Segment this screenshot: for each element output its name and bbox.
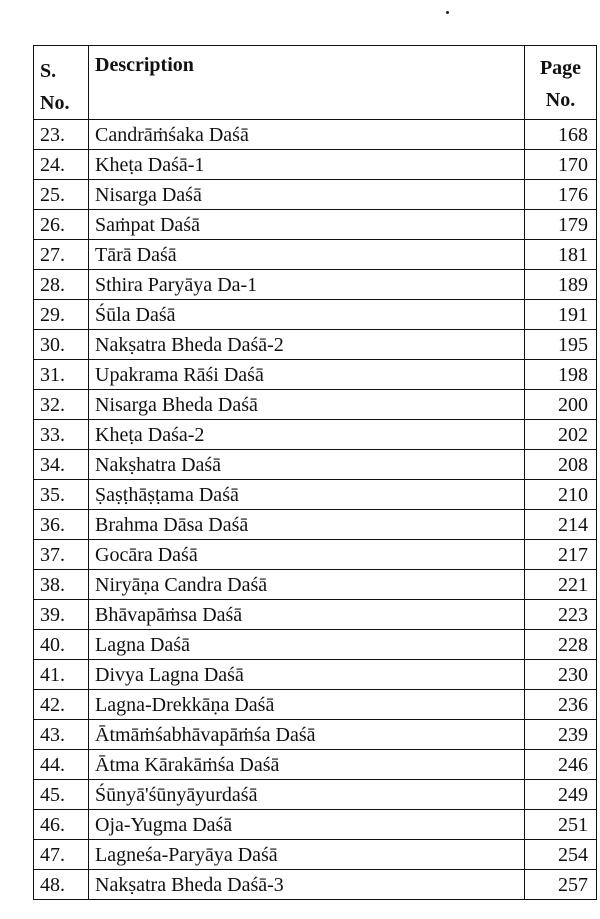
row-description: Lagna-Drekkāṇa Daśā [89, 690, 525, 720]
row-page-number: 168 [525, 120, 597, 150]
row-page-number: 176 [525, 180, 597, 210]
row-description: Saṁpat Daśā [89, 210, 525, 240]
row-description: Gocāra Daśā [89, 540, 525, 570]
row-page-number: 200 [525, 390, 597, 420]
row-description: Kheṭa Daśā-1 [89, 150, 525, 180]
row-serial-number: 36. [34, 510, 89, 540]
row-serial-number: 28. [34, 270, 89, 300]
row-page-number: 208 [525, 450, 597, 480]
table-row [34, 840, 597, 870]
row-page-number: 223 [525, 600, 597, 630]
table-row [34, 690, 597, 720]
print-speck [446, 11, 449, 14]
row-serial-number: 43. [34, 720, 89, 750]
header-description: Description [89, 46, 525, 120]
row-page-number: 246 [525, 750, 597, 780]
row-serial-number: 23. [34, 120, 89, 150]
table-row [34, 150, 597, 180]
table-row [34, 360, 597, 390]
row-page-number: 170 [525, 150, 597, 180]
table-row [34, 600, 597, 630]
row-description: Nakṣatra Bheda Daśā-2 [89, 330, 525, 360]
row-serial-number: 45. [34, 780, 89, 810]
row-page-number: 257 [525, 870, 597, 900]
row-serial-number: 24. [34, 150, 89, 180]
table-row [34, 810, 597, 840]
row-description: Kheṭa Daśa-2 [89, 420, 525, 450]
row-page-number: 249 [525, 780, 597, 810]
row-page-number: 179 [525, 210, 597, 240]
row-serial-number: 30. [34, 330, 89, 360]
row-page-number: 181 [525, 240, 597, 270]
row-page-number: 210 [525, 480, 597, 510]
table-row [34, 480, 597, 510]
row-description: Candrāṁśaka Daśā [89, 120, 525, 150]
row-page-number: 198 [525, 360, 597, 390]
row-page-number: 251 [525, 810, 597, 840]
row-description: Oja-Yugma Daśā [89, 810, 525, 840]
row-serial-number: 33. [34, 420, 89, 450]
row-serial-number: 29. [34, 300, 89, 330]
table-row [34, 720, 597, 750]
row-serial-number: 25. [34, 180, 89, 210]
row-serial-number: 39. [34, 600, 89, 630]
row-serial-number: 40. [34, 630, 89, 660]
header-row [34, 46, 597, 120]
row-page-number: 191 [525, 300, 597, 330]
header-page-line1: Page [539, 57, 582, 79]
row-description: Nakṣatra Bheda Daśā-3 [89, 870, 525, 900]
row-description: Tārā Daśā [89, 240, 525, 270]
table-row [34, 450, 597, 480]
row-serial-number: 32. [34, 390, 89, 420]
row-description: Ṣaṣṭhāṣṭama Daśā [89, 480, 525, 510]
row-description: Nisarga Bheda Daśā [89, 390, 525, 420]
row-serial-number: 35. [34, 480, 89, 510]
row-description: Divya Lagna Daśā [89, 660, 525, 690]
row-description: Upakrama Rāśi Daśā [89, 360, 525, 390]
row-page-number: 228 [525, 630, 597, 660]
table-header [34, 46, 597, 120]
table-row [34, 120, 597, 150]
row-serial-number: 37. [34, 540, 89, 570]
contents-table [33, 45, 597, 900]
header-serial-line1: S. [40, 60, 57, 82]
table-row [34, 420, 597, 450]
table-row [34, 240, 597, 270]
table-row [34, 210, 597, 240]
row-serial-number: 38. [34, 570, 89, 600]
row-page-number: 236 [525, 690, 597, 720]
row-description: Śūnyā'śūnyāyurdaśā [89, 780, 525, 810]
row-serial-number: 34. [34, 450, 89, 480]
row-description: Bhāvapāṁsa Daśā [89, 600, 525, 630]
row-description: Śūla Daśā [89, 300, 525, 330]
row-page-number: 214 [525, 510, 597, 540]
row-description: Nakṣhatra Daśā [89, 450, 525, 480]
header-page-number [525, 46, 597, 120]
table-row [34, 660, 597, 690]
row-description: Nisarga Daśā [89, 180, 525, 210]
table-row [34, 570, 597, 600]
table-row [34, 180, 597, 210]
table-row [34, 300, 597, 330]
row-description: Lagna Daśā [89, 630, 525, 660]
row-serial-number: 31. [34, 360, 89, 390]
row-description: Ātmāṁśabhāvapāṁśa Daśā [89, 720, 525, 750]
table-row [34, 510, 597, 540]
row-serial-number: 48. [34, 870, 89, 900]
row-serial-number: 27. [34, 240, 89, 270]
table-row [34, 390, 597, 420]
row-description: Brahma Dāsa Daśā [89, 510, 525, 540]
header-serial-line2: No. [40, 92, 70, 114]
row-serial-number: 46. [34, 810, 89, 840]
row-page-number: 254 [525, 840, 597, 870]
table-row [34, 780, 597, 810]
row-serial-number: 44. [34, 750, 89, 780]
header-serial-number [34, 46, 89, 120]
table-row [34, 870, 597, 900]
row-description: Lagneśa-Paryāya Daśā [89, 840, 525, 870]
row-page-number: 202 [525, 420, 597, 450]
row-page-number: 221 [525, 570, 597, 600]
row-page-number: 239 [525, 720, 597, 750]
row-page-number: 230 [525, 660, 597, 690]
row-serial-number: 42. [34, 690, 89, 720]
row-description: Sthira Paryāya Da-1 [89, 270, 525, 300]
row-description: Ātma Kārakāṁśa Daśā [89, 750, 525, 780]
row-page-number: 217 [525, 540, 597, 570]
row-serial-number: 26. [34, 210, 89, 240]
row-page-number: 195 [525, 330, 597, 360]
row-description: Niryāṇa Candra Daśā [89, 570, 525, 600]
table-row [34, 540, 597, 570]
row-serial-number: 41. [34, 660, 89, 690]
table-row [34, 330, 597, 360]
row-page-number: 189 [525, 270, 597, 300]
row-serial-number: 47. [34, 840, 89, 870]
table-row [34, 270, 597, 300]
table-row [34, 630, 597, 660]
table-body [34, 120, 597, 900]
table-row [34, 750, 597, 780]
header-page-line2: No. [545, 89, 576, 111]
